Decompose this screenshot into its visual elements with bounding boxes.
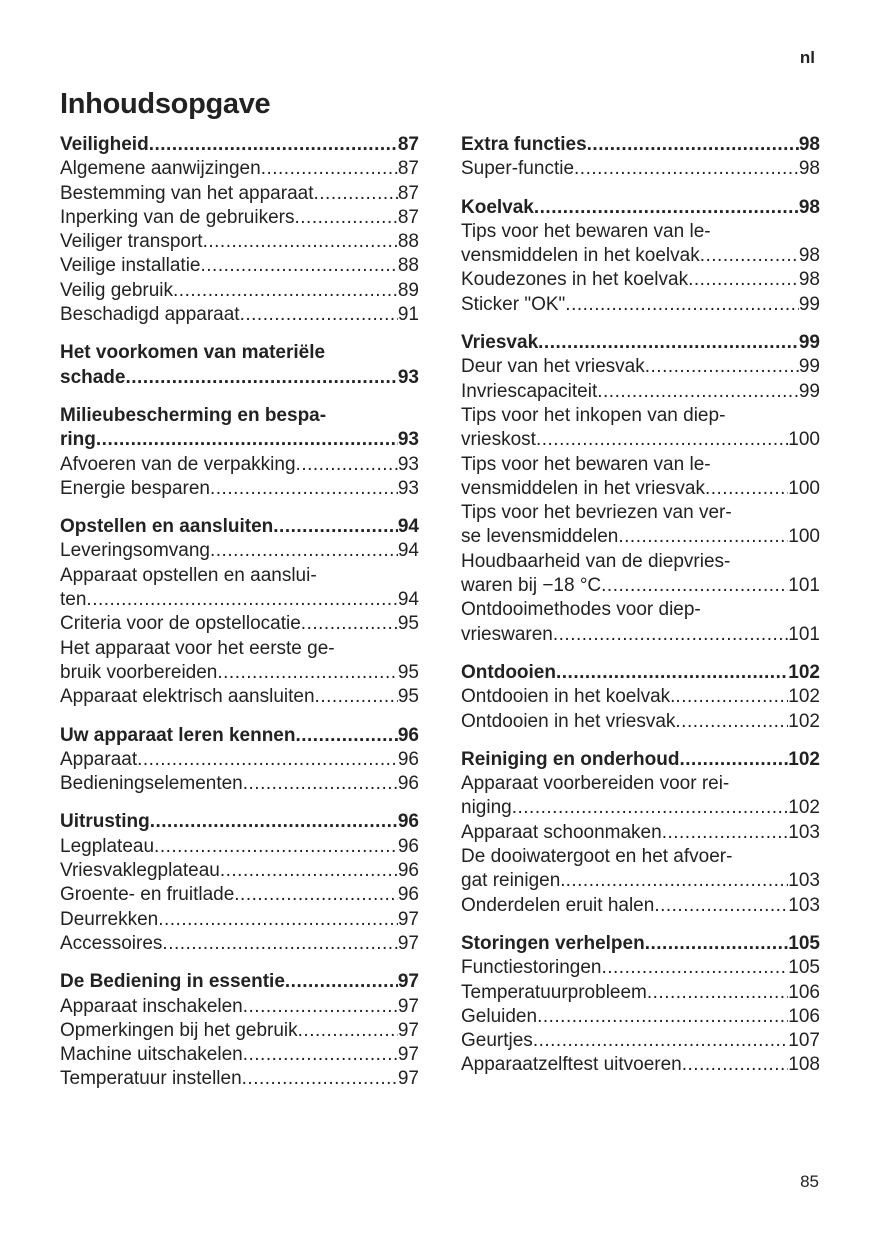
toc-section bbox=[461, 748, 820, 918]
toc-entry-text: Uw apparaat leren kennen bbox=[60, 724, 296, 746]
toc-entry-text: ring bbox=[60, 429, 96, 451]
dot-leader bbox=[601, 956, 788, 980]
toc-entry[interactable] bbox=[60, 908, 419, 932]
toc-page-number: 93 bbox=[397, 477, 419, 499]
toc-entry-text: De dooiwatergoot en het afvoer- bbox=[461, 846, 733, 868]
dot-leader bbox=[301, 612, 398, 636]
toc-section bbox=[60, 341, 419, 390]
toc-entry-text: Apparaat schoonmaken bbox=[461, 821, 662, 843]
toc-page-number: 103 bbox=[788, 894, 820, 916]
toc-page-number: 103 bbox=[788, 821, 820, 843]
dot-leader bbox=[137, 748, 398, 772]
toc-entry-text: Onderdelen eruit halen bbox=[461, 894, 655, 916]
toc-entry-text: ten bbox=[60, 589, 87, 611]
toc-page-number: 98 bbox=[798, 245, 820, 267]
dot-leader bbox=[688, 268, 799, 292]
toc-entry[interactable] bbox=[461, 894, 820, 918]
toc-page-number: 107 bbox=[788, 1030, 820, 1052]
toc-entry-text: Opstellen en aansluiten bbox=[60, 516, 274, 538]
toc-entry[interactable] bbox=[60, 182, 419, 206]
dot-leader bbox=[243, 995, 398, 1019]
toc-page-number: 96 bbox=[397, 811, 419, 833]
toc-page-number: 89 bbox=[397, 279, 419, 301]
toc-entry[interactable] bbox=[60, 477, 419, 501]
dot-leader bbox=[556, 661, 788, 685]
dot-leader bbox=[314, 182, 398, 206]
toc-entry-text: Beschadigd apparaat bbox=[60, 304, 240, 326]
toc-entry-text: Apparaat opstellen en aanslui- bbox=[60, 564, 317, 586]
toc-section bbox=[461, 331, 820, 647]
toc-entry[interactable] bbox=[461, 1053, 820, 1077]
toc-entry-text: Inperking van de gebruikers bbox=[60, 206, 295, 228]
toc-entry-text: Veiliger transport bbox=[60, 231, 203, 253]
toc-entry-text: Accessoires bbox=[60, 932, 163, 954]
dot-leader bbox=[173, 279, 398, 303]
toc-page-number: 94 bbox=[397, 540, 419, 562]
dot-leader bbox=[200, 254, 397, 278]
toc-entry-text: Geluiden bbox=[461, 1005, 538, 1027]
toc-entry[interactable] bbox=[60, 279, 419, 303]
toc-entry-text: Apparaat bbox=[60, 748, 138, 770]
toc-page-number: 101 bbox=[788, 575, 820, 597]
toc-page-number: 98 bbox=[798, 158, 820, 180]
toc-page-number: 87 bbox=[397, 182, 419, 204]
toc-page-number: 106 bbox=[788, 1005, 820, 1027]
toc-entry[interactable] bbox=[60, 1067, 419, 1091]
toc-entry[interactable] bbox=[461, 268, 820, 292]
dot-leader bbox=[234, 883, 398, 907]
dot-leader bbox=[242, 1067, 398, 1091]
dot-leader bbox=[587, 133, 799, 157]
dot-leader bbox=[296, 453, 398, 477]
toc-entry[interactable] bbox=[60, 748, 419, 772]
dot-leader bbox=[679, 748, 788, 772]
toc-section-heading[interactable] bbox=[60, 341, 419, 390]
toc-entry[interactable] bbox=[461, 380, 820, 404]
toc-section bbox=[60, 404, 419, 501]
dot-leader bbox=[565, 293, 799, 317]
toc-entry-text: Reiniging en onderhoud bbox=[461, 748, 680, 770]
toc-entry[interactable] bbox=[60, 303, 419, 327]
toc-entry[interactable] bbox=[60, 883, 419, 907]
toc-page-number: 95 bbox=[397, 613, 419, 635]
toc-entry-text: Leveringsomvang bbox=[60, 540, 210, 562]
toc-page-number: 108 bbox=[788, 1054, 820, 1076]
toc-entry[interactable] bbox=[60, 564, 419, 613]
toc-entry-text: Extra functies bbox=[461, 134, 587, 155]
toc-page-number: 91 bbox=[397, 304, 419, 326]
toc-page-number: 87 bbox=[397, 158, 419, 180]
toc-page-number: 102 bbox=[788, 748, 820, 770]
toc-section-heading[interactable] bbox=[60, 724, 419, 748]
toc-page-number: 100 bbox=[788, 526, 820, 548]
toc-page-number: 97 bbox=[397, 1019, 419, 1041]
dot-leader bbox=[574, 157, 799, 181]
toc-page-number: 95 bbox=[397, 661, 419, 683]
toc-page-number: 96 bbox=[397, 860, 419, 882]
toc-entry[interactable] bbox=[60, 157, 419, 181]
toc-entry-text: vrieskost bbox=[461, 429, 536, 451]
toc-section bbox=[461, 133, 820, 182]
toc-entry-text: Temperatuurprobleem bbox=[461, 981, 647, 1003]
toc-page-number: 94 bbox=[397, 516, 419, 538]
toc-page-number: 98 bbox=[798, 196, 820, 218]
toc-section bbox=[60, 970, 419, 1091]
toc-entry[interactable] bbox=[461, 220, 820, 269]
toc-entry-text: Energie besparen bbox=[60, 477, 210, 499]
toc-section-heading[interactable] bbox=[60, 970, 419, 994]
dot-leader bbox=[536, 428, 788, 452]
page-title: Inhoudsopgave bbox=[60, 88, 271, 120]
toc-entry-text: Apparaat inschakelen bbox=[60, 995, 243, 1017]
toc-section-heading[interactable] bbox=[60, 515, 419, 539]
dot-leader bbox=[601, 574, 788, 598]
dot-leader bbox=[295, 724, 397, 748]
dot-leader bbox=[125, 366, 397, 390]
toc-entry-text: Algemene aanwijzingen bbox=[60, 158, 261, 180]
toc-entry[interactable] bbox=[60, 932, 419, 956]
toc-section-heading[interactable] bbox=[60, 404, 419, 453]
toc-page-number: 99 bbox=[798, 356, 820, 378]
toc-entry-text: Vriesvaklegplateau bbox=[60, 860, 220, 882]
toc-entry[interactable] bbox=[60, 206, 419, 230]
toc-entry[interactable] bbox=[60, 254, 419, 278]
toc-entry[interactable] bbox=[461, 293, 820, 317]
dot-leader bbox=[158, 908, 398, 932]
dot-leader bbox=[273, 515, 398, 539]
toc-entry[interactable] bbox=[60, 539, 419, 563]
toc-column-right bbox=[461, 133, 820, 1092]
dot-leader bbox=[210, 539, 398, 563]
toc-section bbox=[461, 661, 820, 734]
toc-section-heading[interactable] bbox=[461, 331, 820, 355]
toc-page-number: 102 bbox=[788, 686, 820, 708]
dot-leader bbox=[210, 477, 398, 501]
toc-entry-text: Criteria voor de opstellocatie bbox=[60, 613, 301, 635]
toc-page-number: 98 bbox=[798, 134, 820, 155]
toc-entry-text: gat reinigen. bbox=[461, 870, 566, 892]
toc-page-number: 88 bbox=[397, 255, 419, 277]
toc-entry-text: vensmiddelen in het koelvak bbox=[461, 245, 700, 267]
toc-column-left bbox=[60, 133, 419, 1106]
toc-section-heading[interactable] bbox=[461, 748, 820, 772]
dot-leader bbox=[512, 796, 789, 820]
toc-entry-text: Tips voor het bewaren van le- bbox=[461, 453, 711, 475]
toc-section-heading[interactable] bbox=[461, 133, 820, 157]
toc-page-number: 96 bbox=[397, 773, 419, 795]
toc-page-number: 100 bbox=[788, 477, 820, 499]
toc-entry[interactable] bbox=[461, 821, 820, 845]
toc-entry-text: Deur van het vriesvak bbox=[461, 356, 645, 378]
dot-leader bbox=[86, 588, 397, 612]
toc-entry-text: Koelvak bbox=[461, 196, 534, 218]
dot-leader bbox=[597, 380, 799, 404]
toc-entry-text: se levensmiddelen bbox=[461, 526, 619, 548]
toc-section-heading[interactable] bbox=[461, 932, 820, 956]
toc-page-number: 99 bbox=[798, 332, 820, 354]
toc-page-number: 93 bbox=[397, 429, 419, 451]
dot-leader bbox=[553, 623, 788, 647]
dot-leader bbox=[154, 835, 398, 859]
toc-entry-text: Het voorkomen van materiële bbox=[60, 342, 326, 364]
toc-page-number: 87 bbox=[397, 134, 419, 155]
dot-leader bbox=[654, 894, 788, 918]
toc-page-number: 106 bbox=[788, 981, 820, 1003]
toc-page-number: 97 bbox=[397, 908, 419, 930]
toc-entry[interactable] bbox=[461, 598, 820, 647]
toc-page-number: 97 bbox=[397, 995, 419, 1017]
toc-page-number: 93 bbox=[397, 453, 419, 475]
toc-entry[interactable] bbox=[60, 453, 419, 477]
toc-entry-text: Geurtjes bbox=[461, 1030, 533, 1052]
toc-entry[interactable] bbox=[461, 355, 820, 379]
toc-entry[interactable] bbox=[461, 501, 820, 550]
toc-page-number: 87 bbox=[397, 206, 419, 228]
toc-entry-text: Ontdooien bbox=[461, 661, 556, 683]
toc-entry-text: Groente- en fruitlade bbox=[60, 884, 235, 906]
toc-entry[interactable] bbox=[60, 685, 419, 709]
toc-entry-text: Veilige installatie bbox=[60, 255, 201, 277]
toc-entry-text: Sticker "OK" bbox=[461, 293, 566, 315]
toc-entry-text: schade bbox=[60, 366, 126, 388]
toc-page-number: 100 bbox=[788, 429, 820, 451]
toc-page-number: 97 bbox=[397, 932, 419, 954]
toc-entry-text: Afvoeren van de verpakking bbox=[60, 453, 296, 475]
toc-page-number: 96 bbox=[397, 835, 419, 857]
toc-entry-text: Functiestoringen bbox=[461, 957, 602, 979]
toc-entry[interactable] bbox=[461, 772, 820, 821]
toc-entry-text: Invriescapaciteit bbox=[461, 380, 598, 402]
dot-leader bbox=[240, 303, 398, 327]
toc-entry-text: Het apparaat voor het eerste ge- bbox=[60, 637, 335, 659]
dot-leader bbox=[285, 970, 398, 994]
toc-page-number: 97 bbox=[397, 971, 419, 993]
toc-entry-text: vensmiddelen in het vriesvak bbox=[461, 477, 705, 499]
toc-section bbox=[461, 932, 820, 1078]
language-label: nl bbox=[799, 48, 815, 67]
page-number: 85 bbox=[800, 1172, 819, 1191]
toc-entry[interactable] bbox=[461, 981, 820, 1005]
dot-leader bbox=[243, 772, 398, 796]
dot-leader bbox=[682, 1053, 789, 1077]
toc-page-number: 97 bbox=[397, 1068, 419, 1090]
toc-section bbox=[60, 810, 419, 956]
toc-entry[interactable] bbox=[60, 835, 419, 859]
toc-page-number: 103 bbox=[788, 870, 820, 892]
toc-entry-text: Machine uitschakelen bbox=[60, 1044, 243, 1066]
toc-entry[interactable] bbox=[461, 710, 820, 734]
toc-entry[interactable] bbox=[60, 637, 419, 686]
toc-section bbox=[461, 196, 820, 317]
toc-entry-text: Bedieningselementen bbox=[60, 773, 243, 795]
toc-entry-text: Deurrekken bbox=[60, 908, 159, 930]
dot-leader bbox=[705, 477, 788, 501]
toc-entry-text: Tips voor het inkopen van diep- bbox=[461, 404, 726, 426]
toc-page-number: 94 bbox=[397, 589, 419, 611]
toc-entry[interactable] bbox=[461, 550, 820, 599]
toc-entry[interactable] bbox=[461, 453, 820, 502]
dot-leader bbox=[533, 1029, 788, 1053]
toc-section-heading[interactable] bbox=[60, 133, 419, 157]
dot-leader bbox=[315, 685, 398, 709]
toc-entry[interactable] bbox=[461, 1029, 820, 1053]
dot-leader bbox=[220, 859, 398, 883]
toc-entry-text: Apparaat voorbereiden voor rei- bbox=[461, 773, 730, 795]
dot-leader bbox=[150, 810, 398, 834]
toc-entry-text: Apparaat elektrisch aansluiten bbox=[60, 686, 315, 708]
toc-entry[interactable] bbox=[60, 612, 419, 636]
dot-leader bbox=[261, 157, 398, 181]
toc-entry-text: niging bbox=[461, 797, 512, 819]
toc-page-number: 105 bbox=[788, 932, 820, 954]
toc-entry[interactable] bbox=[60, 230, 419, 254]
toc-entry-text: Ontdooien in het vriesvak bbox=[461, 710, 676, 732]
toc-page-number: 96 bbox=[397, 724, 419, 746]
toc-entry-text: Veiligheid bbox=[60, 134, 149, 155]
toc-entry[interactable] bbox=[60, 1019, 419, 1043]
toc-section bbox=[60, 515, 419, 709]
toc-page-number: 105 bbox=[788, 957, 820, 979]
toc-entry-text: waren bij −18 °C bbox=[461, 575, 602, 597]
dot-leader bbox=[662, 821, 789, 845]
toc-entry[interactable] bbox=[461, 1005, 820, 1029]
toc-page-number: 93 bbox=[397, 366, 419, 388]
dot-leader bbox=[675, 685, 788, 709]
toc-page-number: 95 bbox=[397, 686, 419, 708]
toc-page-number: 102 bbox=[788, 797, 820, 819]
toc-entry-text: Apparaatzelftest uitvoeren bbox=[461, 1054, 682, 1076]
toc-entry[interactable] bbox=[60, 1043, 419, 1067]
dot-leader bbox=[537, 1005, 788, 1029]
toc-section bbox=[60, 133, 419, 327]
toc-page-number: 101 bbox=[788, 623, 820, 645]
toc-entry-text: Houdbaarheid van de diepvries- bbox=[461, 550, 731, 572]
dot-leader bbox=[645, 355, 799, 379]
dot-leader bbox=[149, 133, 398, 157]
toc-entry-text: Veilig gebruik bbox=[60, 279, 174, 301]
toc-entry[interactable] bbox=[461, 845, 820, 894]
toc-entry-text: Legplateau bbox=[60, 835, 155, 857]
toc-page-number: 98 bbox=[798, 269, 820, 291]
toc-section bbox=[60, 724, 419, 797]
toc-section-heading[interactable] bbox=[60, 810, 419, 834]
dot-leader bbox=[162, 932, 397, 956]
toc-entry-text: Milieubescherming en bespa- bbox=[60, 404, 327, 426]
toc-page-number: 96 bbox=[397, 748, 419, 770]
toc-entry-text: Storingen verhelpen bbox=[461, 932, 645, 954]
dot-leader bbox=[534, 196, 799, 220]
dot-leader bbox=[203, 230, 398, 254]
toc-entry-text: Uitrusting bbox=[60, 811, 150, 833]
toc-entry-text: Opmerkingen bij het gebruik bbox=[60, 1019, 298, 1041]
dot-leader bbox=[675, 710, 788, 734]
toc-entry-text: Ontdooimethodes voor diep- bbox=[461, 599, 701, 621]
toc-page-number: 96 bbox=[397, 884, 419, 906]
toc-page-number: 102 bbox=[788, 661, 820, 683]
dot-leader bbox=[618, 525, 788, 549]
toc-entry-text: Super-functie bbox=[461, 158, 575, 180]
dot-leader bbox=[294, 206, 397, 230]
toc-entry-text: Vriesvak bbox=[461, 332, 539, 354]
toc-entry[interactable] bbox=[60, 859, 419, 883]
toc-entry-text: De Bediening in essentie bbox=[60, 971, 285, 993]
toc-page-number: 97 bbox=[397, 1044, 419, 1066]
toc-page-number: 99 bbox=[798, 380, 820, 402]
dot-leader bbox=[538, 331, 799, 355]
dot-leader bbox=[566, 869, 789, 893]
toc-entry[interactable] bbox=[461, 956, 820, 980]
toc-entry-text: vrieswaren bbox=[461, 623, 553, 645]
dot-leader bbox=[217, 661, 397, 685]
toc-page-number: 99 bbox=[798, 293, 820, 315]
toc-page-number: 88 bbox=[397, 231, 419, 253]
dot-leader bbox=[298, 1019, 398, 1043]
dot-leader bbox=[645, 932, 789, 956]
toc-entry-text: Tips voor het bewaren van le- bbox=[461, 220, 711, 242]
toc-entry[interactable] bbox=[60, 772, 419, 796]
toc-entry-text: Temperatuur instellen bbox=[60, 1068, 242, 1090]
toc-entry-text: bruik voorbereiden bbox=[60, 661, 218, 683]
dot-leader bbox=[700, 244, 799, 268]
toc-entry-text: Koudezones in het koelvak bbox=[461, 269, 689, 291]
dot-leader bbox=[647, 981, 788, 1005]
toc-entry-text: Tips voor het bevriezen van ver- bbox=[461, 502, 732, 524]
toc-entry[interactable] bbox=[461, 404, 820, 453]
dot-leader bbox=[96, 428, 398, 452]
toc-page-number: 102 bbox=[788, 710, 820, 732]
toc-section-heading[interactable] bbox=[461, 196, 820, 220]
dot-leader bbox=[243, 1043, 398, 1067]
toc-entry[interactable] bbox=[60, 995, 419, 1019]
toc-entry-text: Ontdooien in het koelvak. bbox=[461, 686, 676, 708]
toc-entry[interactable] bbox=[461, 685, 820, 709]
toc-entry-text: Bestemming van het apparaat bbox=[60, 182, 314, 204]
toc-entry[interactable] bbox=[461, 157, 820, 181]
toc-section-heading[interactable] bbox=[461, 661, 820, 685]
